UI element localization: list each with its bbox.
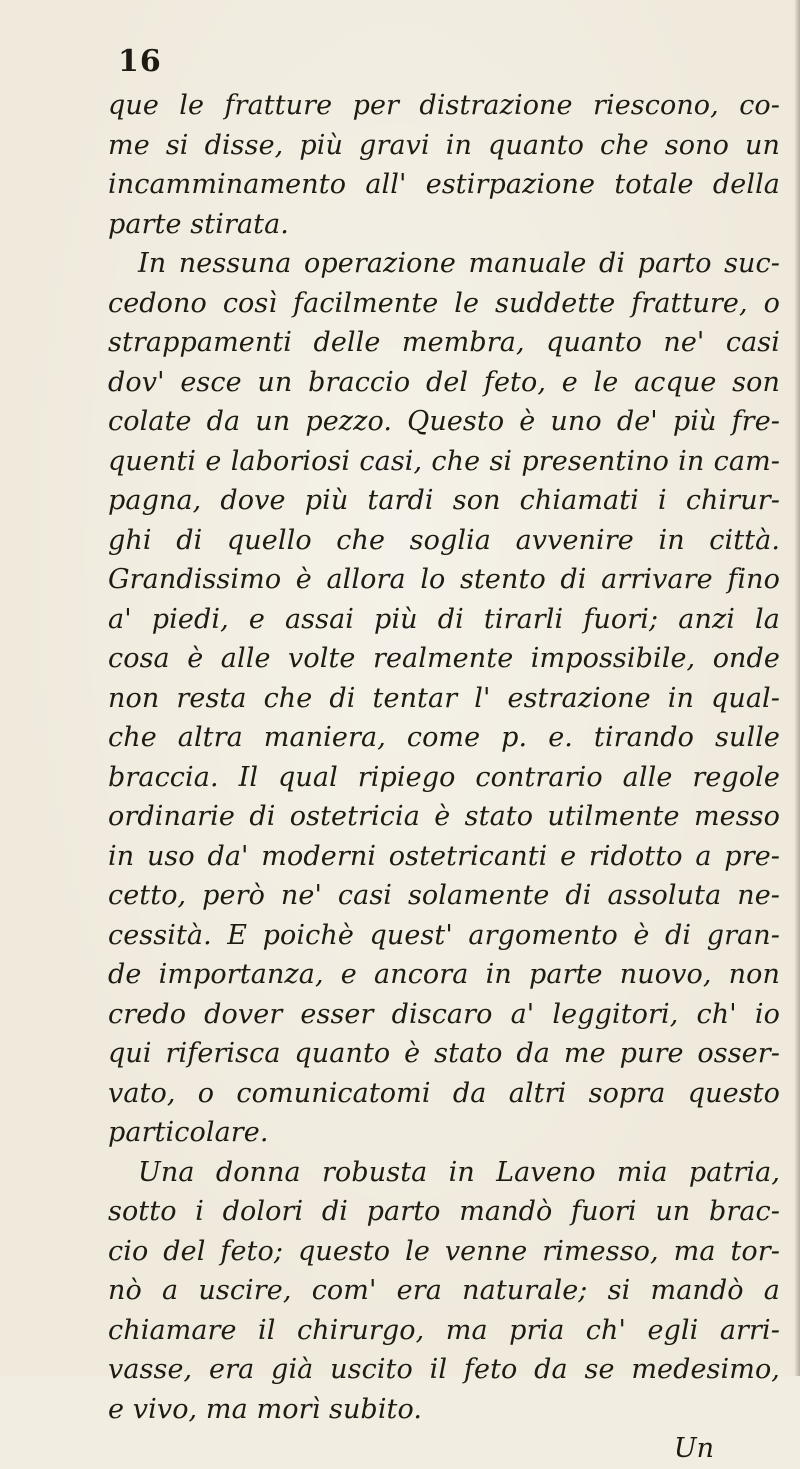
text-line: quenti e laboriosi casi, che si presentino in cam-: [108, 445, 780, 477]
text-line: In nessuna operazione manuale di parto suc-: [138, 248, 780, 279]
text-line: che altra maniera, come p. e. tirando sulle: [108, 722, 780, 753]
text-line: parte stirata.: [108, 208, 289, 240]
text-line: credo dover esser discaro a' leggitori, ch' io: [108, 998, 780, 1030]
text-line: vato, o comunicatomi da altri sopra questo: [108, 1077, 780, 1109]
text-line: non resta che di tentar l' estrazione in qual-: [108, 682, 780, 714]
text-line: chiamare il chirurgo, ma pria ch' egli arri-: [108, 1314, 780, 1346]
text-line: a' piedi, e assai più di tirarli fuori; anzi la: [108, 603, 780, 635]
text-line: cedono così facilmente le suddette fratture, o: [108, 287, 780, 319]
text-line: ghi di quello che soglia avvenire in città.: [108, 524, 780, 556]
text-line: que le fratture per distrazione riescono, co-: [108, 90, 780, 121]
text-line: cosa è alle volte realmente impossibile, onde: [108, 643, 780, 674]
page-edge-shadow: [794, 0, 800, 1376]
text-line: strappamenti delle membra, quanto ne' casi: [108, 327, 780, 358]
page-number: 16: [118, 44, 162, 79]
text-line: qui riferisca quanto è stato da me pure osser-: [108, 1038, 780, 1069]
text-line: ordinarie di ostetricia è stato utilmente messo: [108, 801, 780, 832]
text-line: cio del feto; questo le venne rimesso, ma tor-: [108, 1235, 780, 1267]
text-line: me si disse, più gravi in quanto che sono un: [108, 129, 780, 161]
text-line: cetto, però ne' casi solamente di assoluta ne-: [108, 880, 780, 911]
text-line: e vivo, ma morì subito.: [108, 1393, 423, 1425]
text-line: sotto i dolori di parto mandò fuori un brac-: [108, 1196, 780, 1227]
text-line: particolare.: [108, 1117, 269, 1148]
text-line: pagna, dove più tardi son chiamati i chirur-: [108, 485, 780, 516]
text-line: vasse, era già uscito il feto da se medesimo,: [108, 1354, 780, 1385]
body-text: [108, 86, 780, 1469]
text-line: Grandissimo è allora lo stento di arrivare fino: [108, 564, 780, 595]
text-line: incamminamento all' estirpazione totale della: [108, 169, 780, 200]
text-line: colate da un pezzo. Questo è uno de' più fre-: [108, 406, 780, 437]
text-line: Una donna robusta in Laveno mia patria,: [138, 1156, 780, 1188]
text-line: cessità. E poichè quest' argomento è di gran-: [108, 919, 780, 951]
text-line: dov' esce un braccio del feto, e le acque son: [108, 366, 780, 398]
text-line: de importanza, e ancora in parte nuovo, non: [108, 959, 780, 990]
catchword: Un: [673, 1433, 714, 1464]
text-line: nò a uscire, com' era naturale; si mandò a: [108, 1275, 780, 1306]
text-line: braccia. Il qual ripiego contrario alle regole: [108, 761, 780, 793]
text-line: in uso da' moderni ostetricanti e ridotto a pre-: [108, 840, 780, 872]
